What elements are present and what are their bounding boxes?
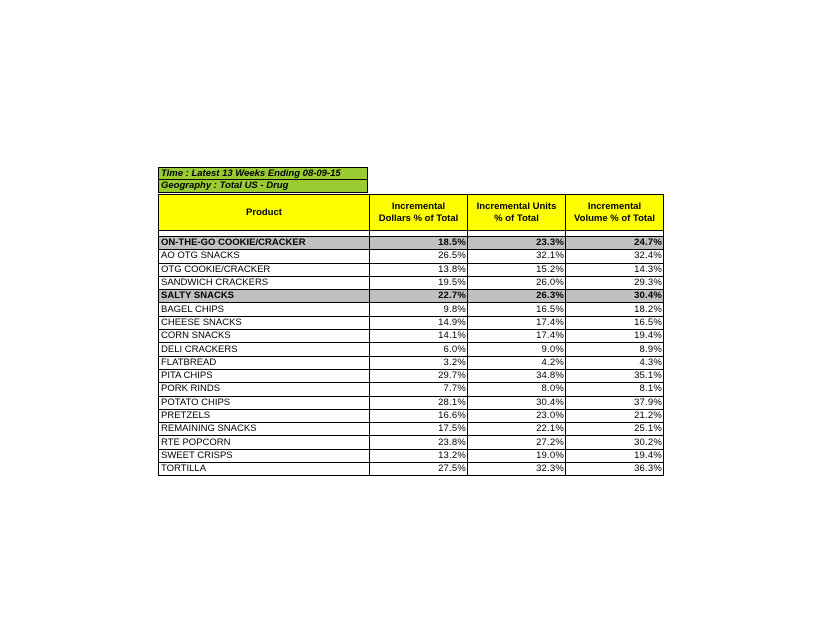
product-cell: TORTILLA xyxy=(159,463,370,476)
volume-cell: 30.2% xyxy=(566,436,664,449)
units-cell: 26.3% xyxy=(468,290,566,303)
volume-cell: 35.1% xyxy=(566,369,664,382)
table-row xyxy=(159,303,664,316)
table-row xyxy=(159,463,664,476)
volume-cell: 8.1% xyxy=(566,383,664,396)
table-body xyxy=(159,231,664,476)
volume-cell: 14.3% xyxy=(566,263,664,276)
dollars-cell: 27.5% xyxy=(370,463,468,476)
table-row xyxy=(159,369,664,382)
product-cell: PITA CHIPS xyxy=(159,369,370,382)
volume-header-line1: Incremental xyxy=(587,200,642,212)
product-header-label: Product xyxy=(246,206,282,218)
dollars-cell: 13.2% xyxy=(370,449,468,462)
units-cell: 30.4% xyxy=(468,396,566,409)
dollars-cell: 7.7% xyxy=(370,383,468,396)
dollars-header-line2: Dollars % of Total xyxy=(378,212,459,224)
product-cell: AO OTG SNACKS xyxy=(159,250,370,263)
dollars-cell: 23.8% xyxy=(370,436,468,449)
dollars-cell: 14.9% xyxy=(370,316,468,329)
volume-cell: 18.2% xyxy=(566,303,664,316)
volume-cell: 4.3% xyxy=(566,356,664,369)
units-cell: 27.2% xyxy=(468,436,566,449)
table-row xyxy=(159,383,664,396)
volume-cell: 19.4% xyxy=(566,330,664,343)
product-cell: SALTY SNACKS xyxy=(159,290,370,303)
units-cell: 23.3% xyxy=(468,237,566,250)
dollars-cell: 28.1% xyxy=(370,396,468,409)
table-header-row xyxy=(159,195,664,231)
dollars-cell: 19.5% xyxy=(370,276,468,289)
product-cell: RTE POPCORN xyxy=(159,436,370,449)
units-cell: 15.2% xyxy=(468,263,566,276)
units-cell: 22.1% xyxy=(468,423,566,436)
volume-cell: 37.9% xyxy=(566,396,664,409)
volume-cell: 19.4% xyxy=(566,449,664,462)
volume-cell: 32.4% xyxy=(566,250,664,263)
table-row xyxy=(159,263,664,276)
dollars-cell: 22.7% xyxy=(370,290,468,303)
product-cell: BAGEL CHIPS xyxy=(159,303,370,316)
volume-cell: 24.7% xyxy=(566,237,664,250)
table-row xyxy=(159,330,664,343)
units-cell: 16.5% xyxy=(468,303,566,316)
product-cell: OTG COOKIE/CRACKER xyxy=(159,263,370,276)
table-row xyxy=(159,316,664,329)
units-cell: 9.0% xyxy=(468,343,566,356)
dollars-cell: 13.8% xyxy=(370,263,468,276)
spreadsheet-area xyxy=(158,167,664,476)
dollars-cell: 26.5% xyxy=(370,250,468,263)
units-cell: 19.0% xyxy=(468,449,566,462)
table-row xyxy=(159,409,664,422)
units-cell: 23.0% xyxy=(468,409,566,422)
table-row xyxy=(159,396,664,409)
units-cell: 34.8% xyxy=(468,369,566,382)
table-row xyxy=(159,423,664,436)
dollars-cell: 16.6% xyxy=(370,409,468,422)
product-cell: SWEET CRISPS xyxy=(159,449,370,462)
table-row xyxy=(159,250,664,263)
dollars-cell: 9.8% xyxy=(370,303,468,316)
units-cell: 8.0% xyxy=(468,383,566,396)
units-header-line2: % of Total xyxy=(494,212,539,224)
product-cell: PORK RINDS xyxy=(159,383,370,396)
product-cell: FLATBREAD xyxy=(159,356,370,369)
table-row xyxy=(159,343,664,356)
units-cell: 32.3% xyxy=(468,463,566,476)
units-cell: 32.1% xyxy=(468,250,566,263)
volume-cell: 21.2% xyxy=(566,409,664,422)
dollars-cell: 3.2% xyxy=(370,356,468,369)
volume-cell: 16.5% xyxy=(566,316,664,329)
units-cell: 17.4% xyxy=(468,316,566,329)
product-cell: PRETZELS xyxy=(159,409,370,422)
volume-cell: 29.3% xyxy=(566,276,664,289)
volume-column-header xyxy=(566,195,664,231)
table-row xyxy=(159,276,664,289)
volume-header-line2: Volume % of Total xyxy=(574,212,655,224)
units-cell: 26.0% xyxy=(468,276,566,289)
product-column-header xyxy=(159,195,370,231)
volume-cell: 36.3% xyxy=(566,463,664,476)
units-header-line1: Incremental Units xyxy=(476,200,557,212)
dollars-cell: 17.5% xyxy=(370,423,468,436)
product-cell: CORN SNACKS xyxy=(159,330,370,343)
category-row xyxy=(159,237,664,250)
dollars-cell: 29.7% xyxy=(370,369,468,382)
geography-filter-label: Geography : Total US - Drug xyxy=(158,180,368,193)
product-cell: DELI CRACKERS xyxy=(159,343,370,356)
dollars-header-line1: Incremental xyxy=(391,200,446,212)
dollars-cell: 6.0% xyxy=(370,343,468,356)
product-cell: ON-THE-GO COOKIE/CRACKER xyxy=(159,237,370,250)
units-cell: 17.4% xyxy=(468,330,566,343)
product-cell: CHEESE SNACKS xyxy=(159,316,370,329)
table-row xyxy=(159,436,664,449)
units-column-header xyxy=(468,195,566,231)
product-cell: POTATO CHIPS xyxy=(159,396,370,409)
dollars-cell: 18.5% xyxy=(370,237,468,250)
time-filter-label: Time : Latest 13 Weeks Ending 08-09-15 xyxy=(158,167,368,180)
units-cell: 4.2% xyxy=(468,356,566,369)
category-row xyxy=(159,290,664,303)
volume-cell: 8.9% xyxy=(566,343,664,356)
table-row xyxy=(159,356,664,369)
dollars-cell: 14.1% xyxy=(370,330,468,343)
product-cell: SANDWICH CRACKERS xyxy=(159,276,370,289)
incremental-share-table xyxy=(158,194,664,476)
dollars-column-header xyxy=(370,195,468,231)
volume-cell: 30.4% xyxy=(566,290,664,303)
product-cell: REMAINING SNACKS xyxy=(159,423,370,436)
volume-cell: 25.1% xyxy=(566,423,664,436)
table-row xyxy=(159,449,664,462)
